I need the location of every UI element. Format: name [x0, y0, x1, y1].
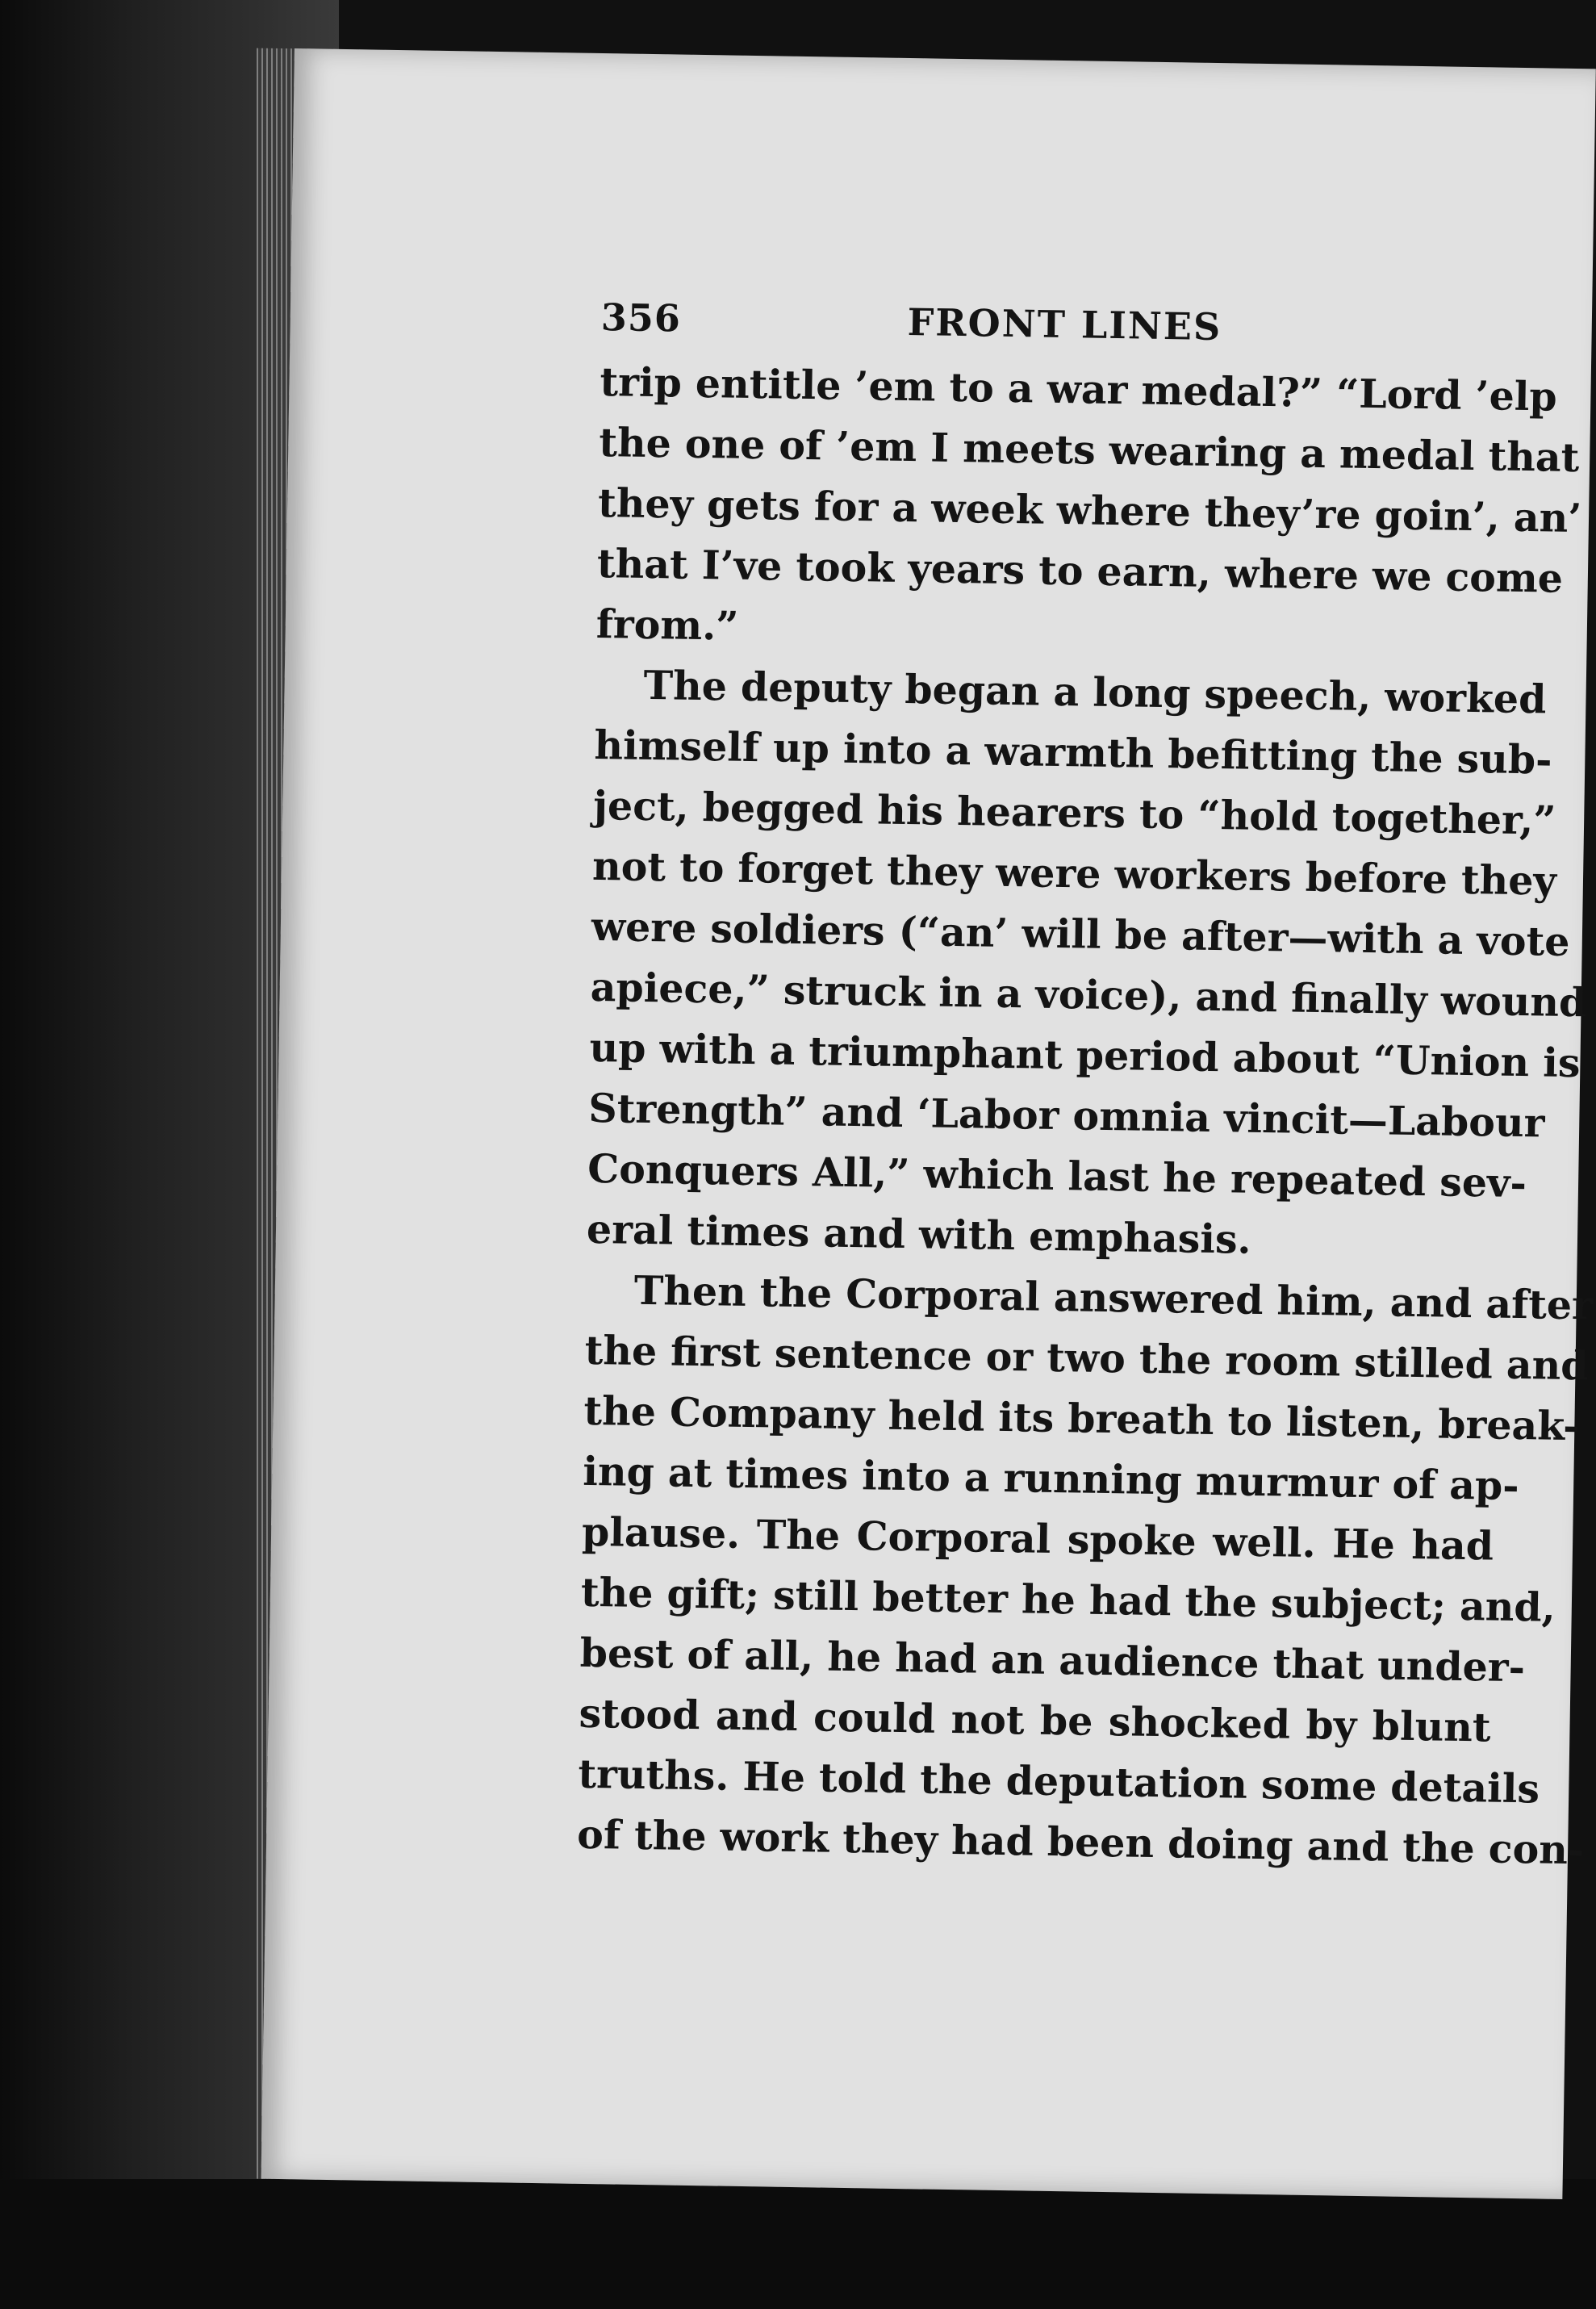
text-line: truths. He told the deputation some details	[578, 1750, 1540, 1813]
text-line: from.”	[595, 600, 739, 650]
text-line: not to forget they were workers before they	[591, 842, 1557, 905]
text-line: ing at times into a running murmur of ap-	[582, 1447, 1520, 1510]
page-text	[576, 287, 1594, 1880]
text-line: apiece,” struck in a voice), and finally wound	[590, 963, 1587, 1027]
book-page	[261, 48, 1596, 2199]
text-line: himself up into a warmth befitting the sub-	[594, 721, 1552, 784]
text-line: the Company held its breath to listen, break-	[583, 1387, 1581, 1450]
text-line: ject, begged his hearers to “hold together,”	[592, 781, 1556, 844]
text-line: up with a triumphant period about “Union is	[589, 1023, 1581, 1087]
text-line: eral times and with emphasis.	[586, 1205, 1252, 1263]
text-line: that I’ve took years to earn, where we come	[596, 539, 1564, 602]
text-line: stood and could not be shocked by blunt	[579, 1689, 1491, 1751]
paragraph-2	[586, 655, 1587, 1274]
text-line: plause. The Corporal spoke well. He had	[581, 1508, 1494, 1570]
text-line: Conquers All,” which last he repeated sev-	[587, 1144, 1527, 1207]
text-line: the one of ’em I meets wearing a medal that	[598, 418, 1580, 482]
text-line: The deputy began a long speech, worked	[643, 661, 1547, 723]
running-title: FRONT LINES	[907, 299, 1222, 349]
text-line: trip entitle ’em to a war medal?” “Lord ’elp	[600, 358, 1558, 420]
text-line: best of all, he had an audience that under-	[579, 1629, 1526, 1692]
text-line: Then the Corporal answered him, and after	[633, 1266, 1594, 1329]
paragraph-1	[595, 352, 1582, 669]
text-line: Strength” and ‘Labor omnia vincit—Labour	[587, 1084, 1545, 1147]
text-line: they gets for a week where they’re goin’, an’	[597, 479, 1582, 542]
text-line: were soldiers (“an’ will be after—with a vote	[591, 902, 1570, 965]
text-line: the first sentence or two the room stilled and	[584, 1326, 1590, 1390]
text-line: of the work they had been doing and the con-	[576, 1810, 1585, 1874]
text-line: the gift; still better he had the subject; and,	[580, 1568, 1556, 1631]
page-number: 356	[600, 295, 682, 341]
bottom-shadow	[0, 2179, 1596, 2309]
paragraph-3	[576, 1260, 1594, 1880]
